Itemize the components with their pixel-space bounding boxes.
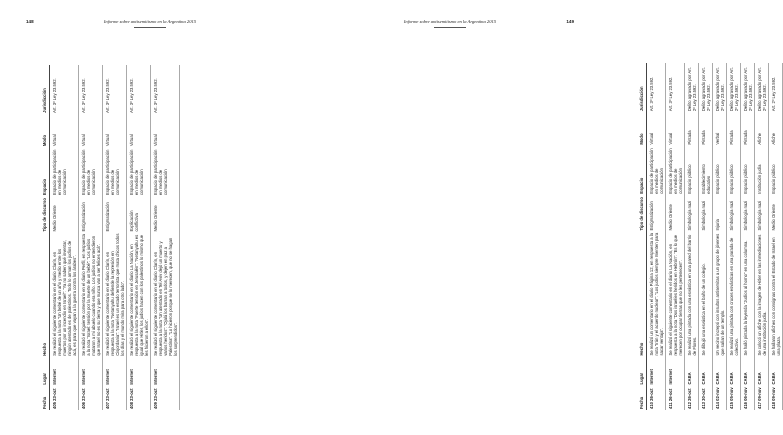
cell-modo: Virtual xyxy=(151,114,180,147)
cell-lugar: Internet xyxy=(79,357,103,386)
cell-lugar: CABA xyxy=(685,356,699,385)
cell-tipo: Simbología nazi xyxy=(699,195,713,232)
cell-modo: Virtual xyxy=(103,114,127,147)
page-number: 149 xyxy=(566,19,574,24)
cell-espacio: Espacio de participación en medios de comunicación xyxy=(103,147,127,196)
cell-tipo: Medio Oriente xyxy=(769,195,783,232)
table-row xyxy=(127,65,151,410)
header-modo: Modo xyxy=(41,114,50,147)
running-title: Informe sobre antisemitismo en la Argentina 2015 xyxy=(403,19,497,24)
cell-tipo: Simbología nazi xyxy=(727,195,741,232)
table-row xyxy=(713,63,727,410)
cell-lugar: Internet xyxy=(666,356,685,385)
table-row xyxy=(79,65,103,410)
cell-jurisdiccion: Art. 3º Ley 23.592. xyxy=(666,63,685,112)
cell-jurisdiccion: Delito agravado por Art. 2º Ley 23.592. xyxy=(755,63,769,112)
cell-hecho: Se realizó una pintada con cruces esvásticas en una parada de colectivo. xyxy=(727,232,741,357)
cell-modo: Virtual xyxy=(666,112,685,145)
right-page xyxy=(300,0,781,435)
cell-modo: Afiche xyxy=(769,112,783,145)
cell-espacio: Espacio público xyxy=(741,146,755,195)
header-rule xyxy=(434,27,466,28)
cell-hecho: Se dibujó una esvástica en el baño de un colegio. xyxy=(699,232,713,357)
cell-tipo: Estigmatización xyxy=(647,195,666,232)
running-header xyxy=(300,19,600,31)
cell-espacio: Espacio público xyxy=(727,146,741,195)
cell-lugar: CABA xyxy=(769,356,783,385)
cell-modo: Afiche xyxy=(755,112,769,145)
cell-lugar: Internet xyxy=(647,356,666,385)
cell-hecho: Se colocó un afiche con la imagen de Hitler en las inmediaciones de una institución judía. xyxy=(755,232,769,357)
cell-modo: Virtual xyxy=(50,114,79,147)
header-rule xyxy=(134,27,166,28)
cell-fecha: 413 30-oct xyxy=(699,385,713,410)
cell-hecho: Se realizó el siguiente comentario en el diario La Nación, en respuesta a la nota “Fuerte tensión en Jerusalén”: “Netanyahu es igual que Hitler, los judíos hacen con los palestinos lo mismo que les hicieron a ellos”. xyxy=(127,233,151,357)
cell-lugar: Internet xyxy=(151,357,180,386)
cell-tipo: Simbología nazi xyxy=(685,195,699,232)
cell-jurisdiccion: Art. 2º Ley 23.592. xyxy=(769,63,783,112)
cell-espacio: Institución judía xyxy=(755,146,769,195)
cell-espacio: Establecimiento educativo xyxy=(699,146,713,195)
cell-lugar: Internet xyxy=(50,357,79,386)
header-hecho: Hecho xyxy=(638,232,647,357)
cell-tipo: Estigmatización xyxy=(79,196,103,233)
cell-jurisdiccion: Art. 3º Ley 23.592. xyxy=(50,65,79,114)
table-row xyxy=(647,63,666,410)
table-row xyxy=(727,63,741,410)
cell-espacio: Espacio de participación en medios de comunicación xyxy=(647,146,666,195)
cell-tipo: Medio Oriente xyxy=(151,196,180,233)
cell-fecha: 409 23-oct xyxy=(151,386,180,410)
table-row xyxy=(666,63,685,410)
cell-espacio: Espacio público xyxy=(769,146,783,195)
cell-fecha: 418 09-nov xyxy=(769,385,783,410)
cell-espacio: Espacio público xyxy=(685,146,699,195)
cell-hecho: Se realizó el siguiente comentario en el diario Perfil, en respuesta a la nota “Israel: tensión por la muerte de un bebé”: “Los judíos mataron a mi abuelo cuando era niño. Los judíos no entendieron que Israel no es su tierra y que nunca van a ser felices acá”. xyxy=(80,234,101,356)
cell-jurisdiccion: Delito agravado por Art. 2º Ley 23.592. xyxy=(685,63,699,112)
cell-fecha: 406 23-oct xyxy=(79,386,103,410)
cell-modo: Virtual xyxy=(127,114,151,147)
header-fecha: Fecha xyxy=(41,386,50,410)
cell-modo: Pintada xyxy=(699,112,713,145)
header-espacio: Espacio xyxy=(41,147,50,196)
header-espacio: Espacio xyxy=(638,146,647,195)
rotated-table-wrapper xyxy=(41,65,180,410)
cell-hecho: Un vecino increpó con insultos antisemitas a un grupo de jóvenes que salían de un templo. xyxy=(713,232,727,357)
cell-jurisdiccion: Delito agravado por Art. 2º Ley 23.592. xyxy=(713,63,727,112)
cell-lugar: CABA xyxy=(699,356,713,385)
cell-lugar: CABA xyxy=(727,356,741,385)
cell-modo: Virtual xyxy=(79,114,103,147)
cell-lugar: CABA xyxy=(755,356,769,385)
cell-jurisdiccion: Art. 3º Ley 23.592. xyxy=(647,63,666,112)
incident-table xyxy=(41,65,180,410)
cell-modo: Pintada xyxy=(685,112,699,145)
incident-table xyxy=(638,63,783,410)
page-number: 148 xyxy=(26,19,34,24)
header-jurisdiccion: Jurisdicción xyxy=(638,63,647,112)
table-row xyxy=(769,63,783,410)
header-fecha: Fecha xyxy=(638,385,647,410)
table-row xyxy=(50,65,79,410)
header-hecho: Hecho xyxy=(41,233,50,357)
cell-hecho: Se hallaron afiches con consignas contra el Estado de Israel en una plaza. xyxy=(769,232,783,357)
cell-hecho: Se realizó el siguiente comentario en el diario Clarín, en respuesta a la nota “Un bebé de un año y medio entre los muertos por un incendio en Israel”: “Ya no saben qué inventar, ningún atentado es de palestinos. Todo lo arman los judíos de acá, es para que vayan a la guerra contra los árabes”. xyxy=(50,233,79,357)
cell-tipo: Simbología nazi xyxy=(741,195,755,232)
header-jurisdiccion: Jurisdicción xyxy=(41,65,50,114)
cell-fecha: 408 23-oct xyxy=(127,386,151,410)
rotated-table-wrapper xyxy=(638,63,783,410)
table-row xyxy=(699,63,713,410)
table-row xyxy=(685,63,699,410)
header-modo: Modo xyxy=(638,112,647,145)
cell-jurisdiccion: Delito agravado por Art. 2º Ley 23.592. xyxy=(699,63,713,112)
cell-tipo: Medio Oriente xyxy=(666,195,685,232)
cell-jurisdiccion: Delito agravado por Art. 2º Ley 23.592. xyxy=(741,63,755,112)
cell-jurisdiccion: Art. 3º Ley 23.592. xyxy=(127,65,151,114)
cell-lugar: Internet xyxy=(127,357,151,386)
table-row xyxy=(151,65,180,410)
cell-hecho: Se realizó el siguiente comentario en el diario Clarín, en respuesta a la nota “Un atentado en Tel Aviv dejó un muerto y varios heridos”: “Ojalá los barran a todos, y dejen en paz a Palestina”. “Lo hicieron porque se lo merecen, que no se hagan los sorprendidos”. xyxy=(151,233,180,357)
cell-hecho: Se realizó una pintada con una esvástica en una pared del barrio de Flores. xyxy=(685,232,699,357)
cell-fecha: 416 06-nov xyxy=(741,385,755,410)
cell-tipo: Medio Oriente xyxy=(50,196,79,233)
running-header xyxy=(0,19,300,31)
cell-jurisdiccion: Art. 3º Ley 23.592. xyxy=(151,65,180,114)
cell-tipo: Simbología nazi xyxy=(755,195,769,232)
left-page xyxy=(0,0,300,435)
cell-espacio: Espacio de participación en medios de comunicación xyxy=(666,146,685,195)
cell-fecha: 407 23-oct xyxy=(103,386,127,410)
cell-jurisdiccion: Art. 3º Ley 23.592. xyxy=(103,65,127,114)
cell-tipo: Explicación conflictiva xyxy=(127,196,151,233)
header-lugar: Lugar xyxy=(638,356,647,385)
cell-jurisdiccion: Art. 3º Ley 23.592. xyxy=(79,65,103,114)
cell-espacio: Espacio de participación en medios de comunicación xyxy=(127,147,151,196)
cell-fecha: 414 02-nov xyxy=(713,385,727,410)
cell-espacio: Espacio de participación en medios de comunicación xyxy=(151,147,180,196)
cell-espacio: Espacio de participación en medios de comunicación xyxy=(79,147,103,196)
cell-hecho: Se realizó el siguiente comentario en el diario Clarín, en respuesta a la nota “Netanyahu defiende la represión en Cisjordania”: “Israel es un estado terrorista que mata chicos todos los días y el mundo mira para otro lado”. xyxy=(104,233,125,356)
cell-lugar: Internet xyxy=(103,357,127,386)
cell-modo: Pintada xyxy=(741,112,755,145)
cell-fecha: 405 23-oct xyxy=(50,386,79,410)
header-lugar: Lugar xyxy=(41,357,50,386)
cell-jurisdiccion: Delito agravado por Art. 2º Ley 23.592. xyxy=(727,63,741,112)
running-title: Informe sobre antisemitismo en la Argentina 2015 xyxy=(103,19,197,24)
cell-tipo: Estigmatización xyxy=(103,196,127,233)
cell-modo: Pintada xyxy=(727,112,741,145)
cell-fecha: 411 26-oct xyxy=(666,385,685,410)
header-tipo: Tipo de discurso xyxy=(41,196,50,233)
cell-espacio: Espacio público xyxy=(713,146,727,195)
cell-modo: Virtual xyxy=(647,112,666,145)
cell-fecha: 410 26-oct xyxy=(647,385,666,410)
header-tipo: Tipo de discurso xyxy=(638,195,647,232)
cell-lugar: CABA xyxy=(741,356,755,385)
table-row xyxy=(741,63,755,410)
table-row xyxy=(755,63,769,410)
cell-espacio: Espacio de participación en medios de comunicación xyxy=(50,147,79,196)
table-row xyxy=(103,65,127,410)
cell-tipo: Injuria xyxy=(713,195,727,232)
cell-lugar: CABA xyxy=(713,356,727,385)
cell-fecha: 417 09-nov xyxy=(755,385,769,410)
table-header-row xyxy=(638,63,647,410)
table-header-row xyxy=(41,65,50,410)
cell-fecha: 415 05-nov xyxy=(727,385,741,410)
cell-modo: Verbal xyxy=(713,112,727,145)
cell-fecha: 412 26-oct xyxy=(685,385,699,410)
cell-hecho: Se realizó el siguiente comentario en el diario La Nación, en respuesta a la nota “Dos israelíes heridos en Hebrón”: “Es lo que merecen por ocupar tierras que no les pertenecen”. xyxy=(666,232,685,357)
cell-hecho: Se realizó un comentario en el diario Página 12, en respuesta a la nota “Irán y el acuerdo nuclear”: “Los judíos siempre mienten para sacar ventaja”. xyxy=(648,232,664,356)
cell-hecho: Se halló pintada la leyenda “Judíos al horno” en una columna. xyxy=(741,232,755,357)
